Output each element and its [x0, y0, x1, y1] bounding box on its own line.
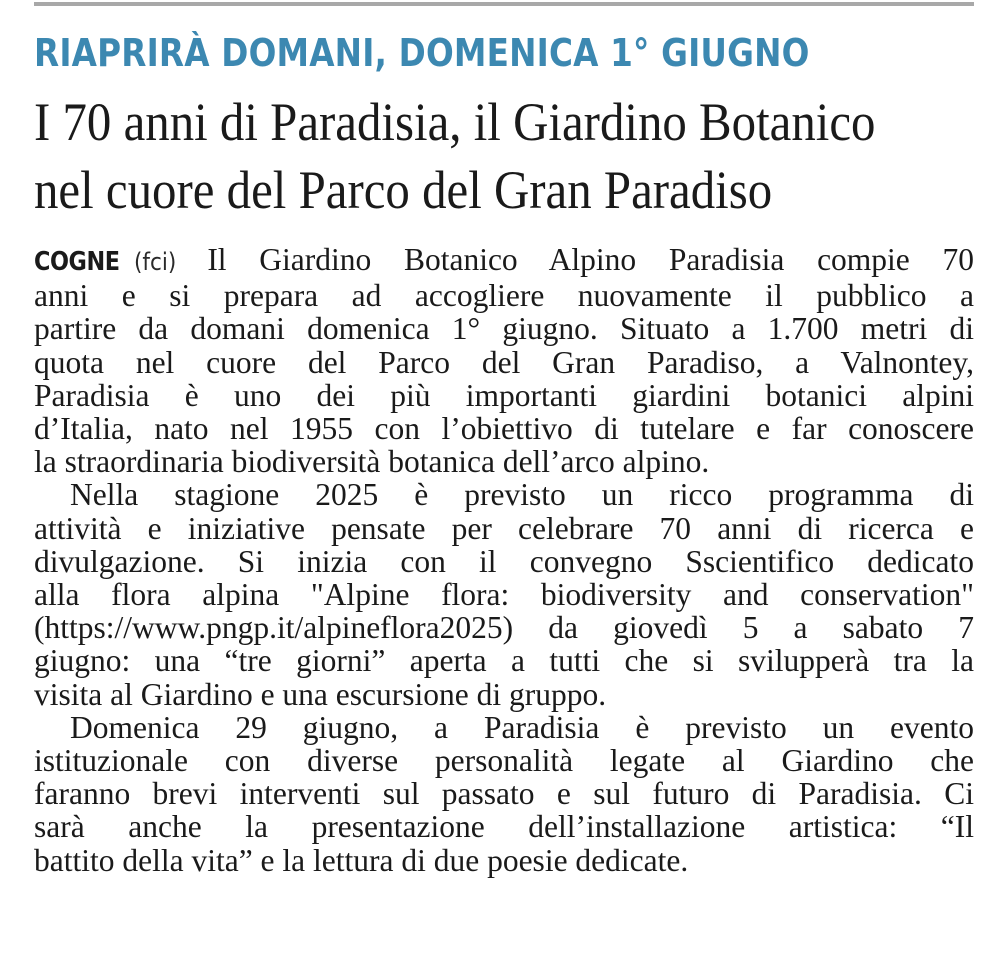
- headline-line-2: nel cuore del Parco del Gran Paradiso: [34, 160, 773, 220]
- dateline: COGNE: [34, 247, 120, 277]
- paragraph-1-line: [34, 243, 974, 279]
- paragraph-3-line: [34, 711, 974, 744]
- paragraph-3: [34, 711, 974, 877]
- paragraph-3-line: faranno brevi interventi sul passato e sul futuro di Paradisia. Ci: [34, 776, 974, 812]
- paragraph-2-line: giugno: una “tre giorni” aperta a tutti che si svilupperà tra la: [34, 643, 974, 679]
- paragraph-1-line: la straordinaria biodiversità botanica dell’arco alpino.: [34, 444, 710, 480]
- paragraph-1-line-1-text: Il Giardino Botanico Alpino Paradisia compie 70: [207, 242, 974, 277]
- paragraph-2-line-1-text: Nella stagione 2025 è previsto un ricco programma di: [70, 477, 974, 513]
- paragraph-3-line: battito della vita” e la lettura di due poesie dedicate.: [34, 842, 689, 878]
- paragraph-2-line: (https://www.pngp.it/alpineflora2025) da giovedì 5 a sabato 7: [34, 610, 974, 646]
- paragraph-2-line: attività e iniziative pensate per celebrare 70 anni di ricerca e: [34, 510, 974, 546]
- paragraph-2: [34, 478, 974, 710]
- paragraph-1-line: partire da domani domenica 1° giugno. Situato a 1.700 metri di: [34, 311, 974, 347]
- top-rule: [34, 2, 974, 6]
- headline: [34, 88, 939, 224]
- paragraph-1-line: Paradisia è uno dei più importanti giardini botanici alpini: [34, 377, 974, 413]
- paragraph-1-line: d’Italia, nato nel 1955 con l’obiettivo di tutelare e far conoscere: [34, 411, 974, 447]
- paragraph-2-line: [34, 478, 974, 511]
- article-body: [34, 243, 974, 877]
- paragraph-2-line: divulgazione. Si inizia con il convegno Sscientifico dedicato: [34, 543, 974, 579]
- paragraph-2-line: alla flora alpina "Alpine flora: biodiversity and conservation": [34, 577, 974, 613]
- paragraph-1-line: anni e si prepara ad accogliere nuovamente il pubblico a: [34, 278, 974, 314]
- paragraph-3-line-1-text: Domenica 29 giugno, a Paradisia è previsto un evento: [70, 709, 974, 745]
- paragraph-1: [34, 243, 974, 478]
- paragraph-1-line: quota nel cuore del Parco del Gran Paradiso, a Valnontey,: [34, 344, 974, 380]
- headline-line-1: I 70 anni di Paradisia, il Giardino Botanico: [34, 92, 876, 152]
- paragraph-2-line: visita al Giardino e una escursione di gruppo.: [34, 676, 607, 712]
- paragraph-3-line: sarà anche la presentazione dell’installazione artistica: “Il: [34, 809, 974, 845]
- kicker: RIAPRIRÀ DOMANI, DOMENICA 1° GIUGNO: [34, 31, 810, 75]
- paragraph-3-line: istituzionale con diverse personalità legate al Giardino che: [34, 743, 974, 779]
- author-initials: (fci): [133, 248, 176, 276]
